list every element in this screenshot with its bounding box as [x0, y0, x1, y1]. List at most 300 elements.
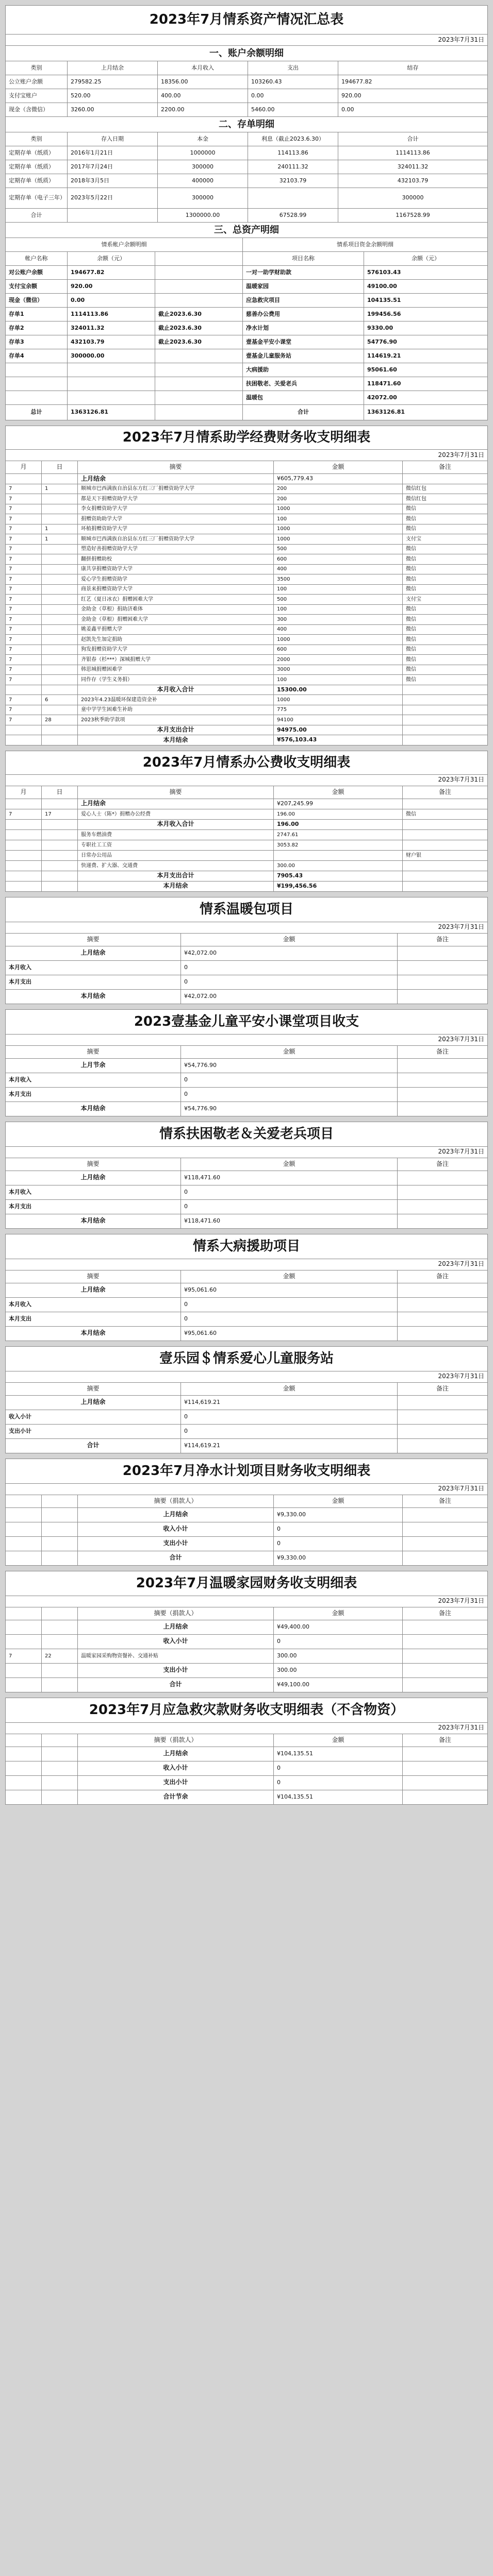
table-cell	[6, 1761, 42, 1776]
table-cell: 100	[274, 605, 403, 615]
table-cell: 微信	[403, 514, 488, 524]
table-cell	[248, 188, 338, 209]
tot-head-right: 情系项目资金余额明细	[243, 238, 488, 252]
table-cell: 月	[6, 461, 42, 474]
table-cell: 1000	[274, 635, 403, 645]
table-cell: ¥49,400.00	[274, 1620, 403, 1635]
table-cell	[403, 1649, 488, 1664]
table-cell: 920.00	[338, 89, 488, 103]
table-title-text: 2023年7月温暖家园财务收支明细表	[6, 1571, 488, 1596]
report-date-text: 2023年7月31日	[6, 35, 488, 46]
table-cell: 0	[274, 1635, 403, 1649]
table-title	[6, 751, 488, 775]
table-cell: 专职社工工资	[78, 840, 274, 851]
table-cell: 帐户名称	[6, 252, 68, 266]
table-cell	[403, 735, 488, 745]
table-cell: 本月收入	[6, 1185, 181, 1200]
table-row	[6, 830, 488, 840]
table-row	[6, 615, 488, 625]
table-cell: 0.00	[338, 103, 488, 117]
table-cell: 微信	[403, 585, 488, 595]
table-cell: 本月收入合计	[78, 685, 274, 696]
warm-pack-table	[5, 897, 488, 1004]
report-date-text: 2023年7月31日	[6, 1259, 488, 1270]
table-title	[6, 1459, 488, 1484]
table-cell: 摘要	[78, 461, 274, 474]
table-row	[6, 605, 488, 615]
table-row	[6, 160, 488, 174]
table-row	[6, 1312, 488, 1327]
table-cell: 合计	[338, 132, 488, 146]
table-row	[6, 1776, 488, 1790]
table-cell	[42, 1508, 78, 1522]
table-cell: 微信	[403, 655, 488, 665]
table-cell: 支出小计	[6, 1425, 181, 1439]
table-row	[6, 990, 488, 1004]
table-cell: 7	[6, 494, 42, 504]
table-cell: 备注	[398, 934, 488, 946]
table-cell: 备注	[403, 1607, 488, 1620]
table-cell: 本月收入	[6, 961, 181, 975]
table-cell: 收入小计	[78, 1522, 274, 1537]
table-cell	[398, 1298, 488, 1312]
table-cell: 微信	[403, 504, 488, 515]
table-row	[6, 1425, 488, 1439]
table-cell: 上月结余	[6, 1396, 181, 1410]
table-cell: 应急救灾项目	[243, 294, 364, 308]
table-row	[6, 308, 488, 321]
table-cell: 18356.00	[158, 75, 248, 89]
table-cell: 金额	[181, 934, 398, 946]
table-cell: 温暖家园采购物资餐补、交通补贴	[78, 1649, 274, 1664]
table-cell: 0	[274, 1522, 403, 1537]
table-row	[6, 1790, 488, 1805]
table-cell: 7	[6, 645, 42, 655]
table-row	[6, 1551, 488, 1566]
report-date	[6, 1259, 488, 1270]
table-cell: 上月结余	[78, 474, 274, 484]
table-cell: 截止2023.6.30	[155, 308, 243, 321]
table-cell	[398, 1425, 488, 1439]
table-cell: 6	[42, 695, 78, 705]
table-cell	[42, 1620, 78, 1635]
table-cell: ¥207,245.99	[274, 799, 403, 809]
table-cell: 7	[6, 1649, 42, 1664]
table-cell	[398, 1073, 488, 1088]
table-cell: 200	[274, 484, 403, 495]
table-header	[6, 238, 488, 252]
table-cell: 1363126.81	[68, 405, 155, 420]
table-cell	[6, 1790, 42, 1805]
table-cell: 7	[6, 665, 42, 675]
table-cell	[42, 685, 78, 696]
table-cell: 总计	[6, 405, 68, 420]
table-cell: 3260.00	[68, 103, 158, 117]
table-cell: 1114113.86	[68, 308, 155, 321]
table-cell: 本月支出合计	[78, 725, 274, 736]
section-heading-text: 二、存单明细	[6, 117, 488, 132]
table-cell: 本月支出	[6, 1088, 181, 1102]
table-cell	[398, 1102, 488, 1116]
table-cell: ¥54,776.90	[181, 1102, 398, 1116]
office-expense-table	[5, 751, 488, 892]
table-cell: 94100	[274, 715, 403, 725]
table-cell	[6, 1537, 42, 1551]
table-header	[6, 461, 488, 474]
table-cell	[398, 1410, 488, 1425]
table-cell: 微信红包	[403, 494, 488, 504]
table-row	[6, 655, 488, 665]
table-cell	[6, 1551, 42, 1566]
table-cell	[6, 1678, 42, 1692]
table-cell: 196.00	[274, 820, 403, 830]
table-cell: 240111.32	[248, 160, 338, 174]
table-cell	[403, 840, 488, 851]
table-cell: 32103.79	[248, 174, 338, 188]
table-row	[6, 391, 488, 405]
table-cell	[6, 882, 42, 892]
table-cell	[42, 820, 78, 830]
table-cell: 0	[181, 961, 398, 975]
table-cell: 本月结余	[6, 990, 181, 1004]
total-row	[6, 820, 488, 830]
table-header	[6, 1046, 488, 1059]
table-row	[6, 363, 488, 377]
table-cell: 项目名称	[243, 252, 364, 266]
table-cell: 324011.32	[338, 160, 488, 174]
table-cell: 金额	[181, 1158, 398, 1171]
table-cell: 100	[274, 514, 403, 524]
table-cell: 支付宝账户	[6, 89, 68, 103]
table-row	[6, 1102, 488, 1116]
table-cell: 0	[181, 1312, 398, 1327]
table-cell	[42, 1776, 78, 1790]
table-cell: 2023年4.23温暖环保建造资金补	[78, 695, 274, 705]
table-row	[6, 1396, 488, 1410]
table-cell: 支出小计	[78, 1664, 274, 1678]
table-cell: 94975.00	[274, 725, 403, 736]
table-cell	[42, 474, 78, 484]
table-cell: 扶困敬老、关爱老兵	[243, 377, 364, 391]
table-row	[6, 554, 488, 565]
table-cell: 本月结余	[78, 735, 274, 745]
table-cell: 康共享捐赠资助学大学	[78, 565, 274, 575]
table-cell: 2023年5月22日	[68, 188, 158, 209]
table-header	[6, 1734, 488, 1747]
table-cell	[403, 1522, 488, 1537]
table-cell: 194677.82	[338, 75, 488, 89]
table-cell: 上月结余	[78, 1620, 274, 1635]
section-heading	[6, 117, 488, 132]
table-row	[6, 1761, 488, 1776]
table-cell	[398, 1283, 488, 1298]
table-cell	[403, 1790, 488, 1805]
report-date	[6, 1371, 488, 1383]
table-cell	[6, 685, 42, 696]
table-cell: 余额（元）	[364, 252, 488, 266]
table-cell: 李女捐赠资助学大学	[78, 504, 274, 515]
table-cell: ¥49,100.00	[274, 1678, 403, 1692]
table-cell: 7	[6, 565, 42, 575]
table-cell	[6, 1776, 42, 1790]
table-cell: 截止2023.6.30	[155, 335, 243, 349]
safety-class-table	[5, 1009, 488, 1116]
table-cell: 对公账户余额	[6, 266, 68, 280]
table-cell: ¥42,072.00	[181, 946, 398, 961]
table-cell	[155, 377, 243, 391]
table-cell: 103260.43	[248, 75, 338, 89]
table-cell	[42, 1734, 78, 1747]
table-cell: 合计	[243, 405, 364, 420]
table-cell: 7	[6, 715, 42, 725]
table-cell: 微信	[403, 615, 488, 625]
table-cell	[6, 391, 68, 405]
table-cell: 狗发捐赠资助学大学	[78, 645, 274, 655]
table-cell	[398, 946, 488, 961]
table-cell: 摘要	[6, 1158, 181, 1171]
table-cell: 2200.00	[158, 103, 248, 117]
table-cell	[68, 209, 158, 223]
table-title-text: 2023年7月情系助学经费财务收支明细表	[6, 426, 488, 450]
report-date-text: 2023年7月31日	[6, 1723, 488, 1734]
table-cell: 本月支出	[6, 975, 181, 990]
table-cell: 存单4	[6, 349, 68, 363]
table-row	[6, 534, 488, 545]
table-row	[6, 946, 488, 961]
table-cell: 公立账户余额	[6, 75, 68, 89]
table-cell: 2017年7月24日	[68, 160, 158, 174]
table-cell: 微信	[403, 574, 488, 585]
table-header	[6, 132, 488, 146]
table-cell: 齐银春（杉***）深城捐赠大学	[78, 655, 274, 665]
table-cell: 7	[6, 484, 42, 495]
table-cell: 童中学学生困难生补助	[78, 705, 274, 716]
table-cell: 300.00	[274, 1649, 403, 1664]
table-cell: 慈善办公费用	[243, 308, 364, 321]
table-cell	[403, 1664, 488, 1678]
table-row	[6, 335, 488, 349]
table-cell: 壹基金儿童服务站	[243, 349, 364, 363]
table-row	[6, 645, 488, 655]
table-title-text: 2023年7月情系办公费收支明细表	[6, 751, 488, 775]
table-cell	[398, 1171, 488, 1185]
table-cell: 0	[181, 1298, 398, 1312]
table-cell	[42, 635, 78, 645]
table-cell: 收入小计	[6, 1410, 181, 1425]
table-cell: 0	[274, 1537, 403, 1551]
table-row	[6, 1088, 488, 1102]
table-cell: 本月结余	[6, 1327, 181, 1341]
report-date-text: 2023年7月31日	[6, 1596, 488, 1607]
report-date-text: 2023年7月31日	[6, 922, 488, 934]
table-row	[6, 1327, 488, 1341]
table-cell: 定期存单（纸质）	[6, 146, 68, 160]
table-cell	[403, 1537, 488, 1551]
table-cell: 余额（元）	[68, 252, 155, 266]
table-cell	[403, 1678, 488, 1692]
table-cell: 都是天下捐赠资助学大学	[78, 494, 274, 504]
table-cell	[403, 725, 488, 736]
table-row	[6, 1522, 488, 1537]
table-cell	[42, 574, 78, 585]
table-cell: 摘要	[6, 934, 181, 946]
table-cell: 600	[274, 554, 403, 565]
table-cell	[42, 565, 78, 575]
total-row	[6, 1664, 488, 1678]
elder-veteran-table	[5, 1122, 488, 1229]
table-cell	[398, 1396, 488, 1410]
table-cell: 114619.21	[364, 349, 488, 363]
report-date-text: 2023年7月31日	[6, 1484, 488, 1495]
table-cell: 7	[6, 504, 42, 515]
table-cell: 7	[6, 574, 42, 585]
report-date	[6, 1147, 488, 1158]
table-row	[6, 705, 488, 716]
table-cell	[42, 1551, 78, 1566]
table-cell: 500	[274, 595, 403, 605]
table-cell: 1	[42, 524, 78, 535]
table-cell: 7	[6, 595, 42, 605]
report-date-text: 2023年7月31日	[6, 450, 488, 461]
table-title-text: 情系大病援助项目	[6, 1234, 488, 1259]
table-cell: 财户银	[403, 851, 488, 861]
table-cell: 翻拼捐赠助校	[78, 554, 274, 565]
table-cell	[6, 820, 42, 830]
table-cell	[155, 266, 243, 280]
table-cell: 300	[274, 615, 403, 625]
table-cell	[42, 871, 78, 882]
table-cell: 42072.00	[364, 391, 488, 405]
table-cell	[6, 851, 42, 861]
table-cell: ¥104,135.51	[274, 1747, 403, 1761]
table-cell: 0	[274, 1761, 403, 1776]
table-cell: 7	[6, 705, 42, 716]
table-cell	[42, 514, 78, 524]
table-cell: ¥199,456.56	[274, 882, 403, 892]
table-cell: 摘要	[78, 786, 274, 799]
warm-home-table	[5, 1571, 488, 1692]
table-cell	[6, 1635, 42, 1649]
table-cell: 微信	[403, 645, 488, 655]
table-cell	[42, 1607, 78, 1620]
table-cell: 金额	[274, 461, 403, 474]
table-cell: 7	[6, 534, 42, 545]
table-cell: 9330.00	[364, 321, 488, 335]
table-cell: 爱心人士（陈*）捐赠办公经费	[78, 809, 274, 820]
table-cell: 合计	[78, 1551, 274, 1566]
table-cell	[42, 1790, 78, 1805]
table-row	[6, 851, 488, 861]
table-cell: 279582.25	[68, 75, 158, 89]
table-cell: 432103.79	[68, 335, 155, 349]
table-cell: 本月支出	[6, 1312, 181, 1327]
total-row	[6, 685, 488, 696]
table-cell: 3500	[274, 574, 403, 585]
table-cell: 收入小计	[78, 1635, 274, 1649]
table-cell	[42, 645, 78, 655]
table-cell: 支出	[248, 61, 338, 75]
table-cell: 摘要（捐款人）	[78, 1495, 274, 1508]
table-cell: 姚姜鑫平捐赠大学	[78, 625, 274, 635]
table-cell	[6, 1607, 42, 1620]
table-cell: 金额	[274, 786, 403, 799]
table-cell: 400000	[158, 174, 248, 188]
table-row	[6, 675, 488, 685]
tot-head-left: 情系帐户余额明细	[6, 238, 243, 252]
table-cell: 7	[6, 635, 42, 645]
table-cell: 1000	[274, 534, 403, 545]
table-cell: 环植捐赠资助学大学	[78, 524, 274, 535]
table-cell	[403, 1761, 488, 1776]
table-cell	[42, 595, 78, 605]
table-row	[6, 103, 488, 117]
page-title	[6, 6, 488, 35]
table-cell: 上月结余	[6, 946, 181, 961]
table-cell: 截止2023.6.30	[155, 321, 243, 335]
table-cell	[403, 799, 488, 809]
table-cell	[403, 1747, 488, 1761]
report-date	[6, 775, 488, 786]
table-cell: 微信	[403, 635, 488, 645]
table-cell: 爱心学生捐赠资助学	[78, 574, 274, 585]
table-cell: 同作存（学生义务捐）	[78, 675, 274, 685]
report-date	[6, 1035, 488, 1046]
table-cell	[42, 1761, 78, 1776]
table-cell: 存单3	[6, 335, 68, 349]
table-cell: 塑造好善捐赠资助学大学	[78, 545, 274, 555]
table-cell: 备注	[398, 1158, 488, 1171]
table-cell: ¥54,776.90	[181, 1059, 398, 1073]
table-cell	[42, 861, 78, 871]
table-row	[6, 1439, 488, 1453]
table-cell	[403, 1551, 488, 1566]
table-cell: 金额	[274, 1495, 403, 1508]
table-cell: 300000	[338, 188, 488, 209]
table-cell: 壹基金平安小课堂	[243, 335, 364, 349]
table-cell: 存单2	[6, 321, 68, 335]
table-cell	[155, 391, 243, 405]
table-title	[6, 1571, 488, 1596]
table-cell	[42, 585, 78, 595]
table-cell: 520.00	[68, 89, 158, 103]
table-cell: 49100.00	[364, 280, 488, 294]
table-cell: 1363126.81	[364, 405, 488, 420]
table-cell	[42, 605, 78, 615]
table-row	[6, 1537, 488, 1551]
total-row	[6, 209, 488, 223]
table-row	[6, 1214, 488, 1229]
table-cell	[42, 655, 78, 665]
table-cell: 1300000.00	[158, 209, 248, 223]
table-cell: 上月结余	[6, 1171, 181, 1185]
table-row	[6, 266, 488, 280]
table-cell	[42, 705, 78, 716]
table-cell	[155, 280, 243, 294]
table-cell: 微信	[403, 675, 488, 685]
table-cell: 0.00	[68, 294, 155, 308]
table-cell: 备注	[403, 1734, 488, 1747]
table-cell	[42, 504, 78, 515]
table-cell	[155, 405, 243, 420]
table-cell: 月	[6, 786, 42, 799]
table-cell: 200	[274, 494, 403, 504]
table-title-text: 2023年7月应急救灾款财务收支明细表（不含物资）	[6, 1698, 488, 1723]
child-station-table	[5, 1346, 488, 1453]
table-cell	[42, 1537, 78, 1551]
table-cell: 7	[6, 625, 42, 635]
table-cell	[403, 882, 488, 892]
table-cell: 300.00	[274, 1664, 403, 1678]
